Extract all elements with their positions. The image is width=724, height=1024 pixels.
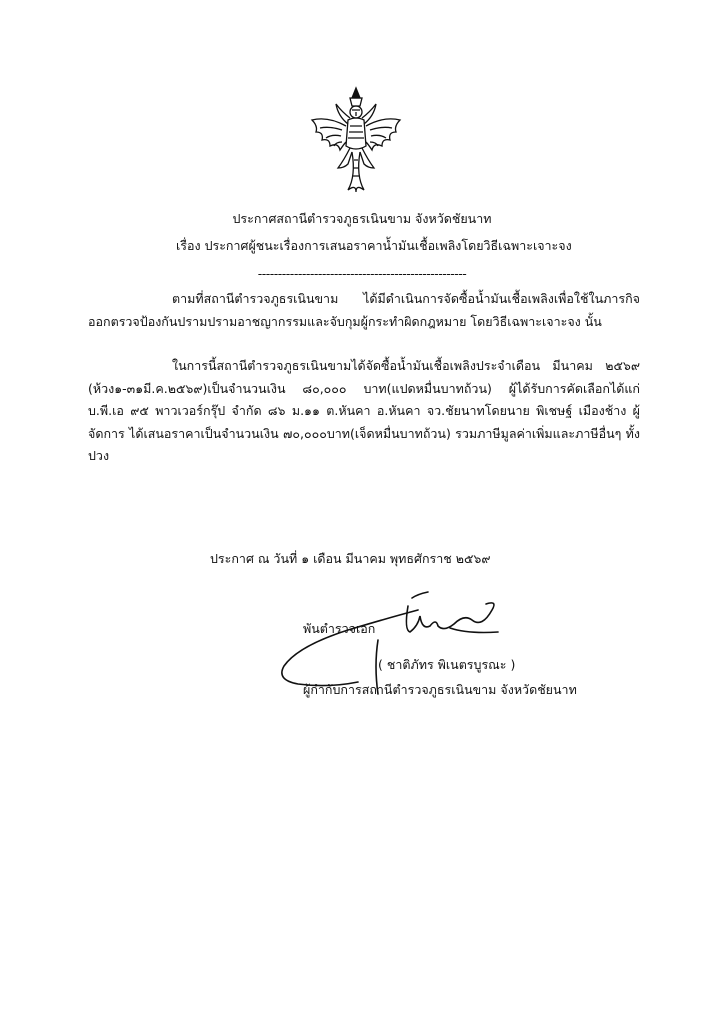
- signatory-name: ( ชาติภัทร พิเนตรบูรณะ ): [378, 657, 516, 672]
- paragraph-2: ในการนี้สถานีตำรวจภูธรเนินขามได้จัดซื้อน้ำมันเชื้อเพลิงประจำเดือน มีนาคม ๒๕๖๙ (ห้วง๑-๓๑มี.ค.๒๕๖๙)เป็นจำนวนเงิน ๘๐,๐๐๐ บาท(แปดหมื่นบาทถ้วน) ผู้ได้รับการคัดเลือกได้แก่ บ.พี.เอ ๙๕ พาวเวอร์กรุ๊ป จำกัด ๘๖ ม.๑๑ ต.หันคา อ.หันคา จว.ชัยนาทโดยนาย พิเชษฐ์ เมืองช้าง ผู้จัดการ ได้เสนอราคาเป็นจำนวนเงิน ๗๐,๐๐๐บาท(เจ็ดหมื่นบาทถ้วน) รวมภาษีมูลค่าเพิ่มและภาษีอื่นๆ ทั้งปวง: [88, 358, 640, 463]
- paragraph-1: ตามที่สถานีตำรวจภูธรเนินขาม ได้มีดำเนินการจัดซื้อน้ำมันเชื้อเพลิงเพื่อใช้ในภารกิจออกตรวจป้องกันปรามปรามอาชญากรรมและจับกุมผู้กระทำผิดกฎหมาย โดยวิธีเฉพาะเจาะจง นั้น: [88, 291, 640, 329]
- document-title: ประกาศสถานีตำรวจภูธรเนินขาม จังหวัดชัยนาท: [232, 211, 492, 226]
- signatory-position: ผู้กำกับการสถานีตำรวจภูธรเนินขาม จังหวัดชัยนาท: [303, 682, 577, 697]
- document-subject: เรื่อง ประกาศผู้ชนะเรื่องการเสนอราคาน้ำมันเชื้อเพลิงโดยวิธีเฉพาะเจาะจง: [176, 238, 572, 253]
- garuda-emblem-icon: [308, 86, 404, 194]
- announcement-date: ประกาศ ณ วันที่ ๑ เดือน มีนาคม พุทธศักราช ๒๕๖๙: [210, 551, 491, 566]
- separator-line: ----------------------------------------------------: [257, 266, 467, 281]
- signatory-rank: พันตำรวจเอก: [303, 621, 376, 636]
